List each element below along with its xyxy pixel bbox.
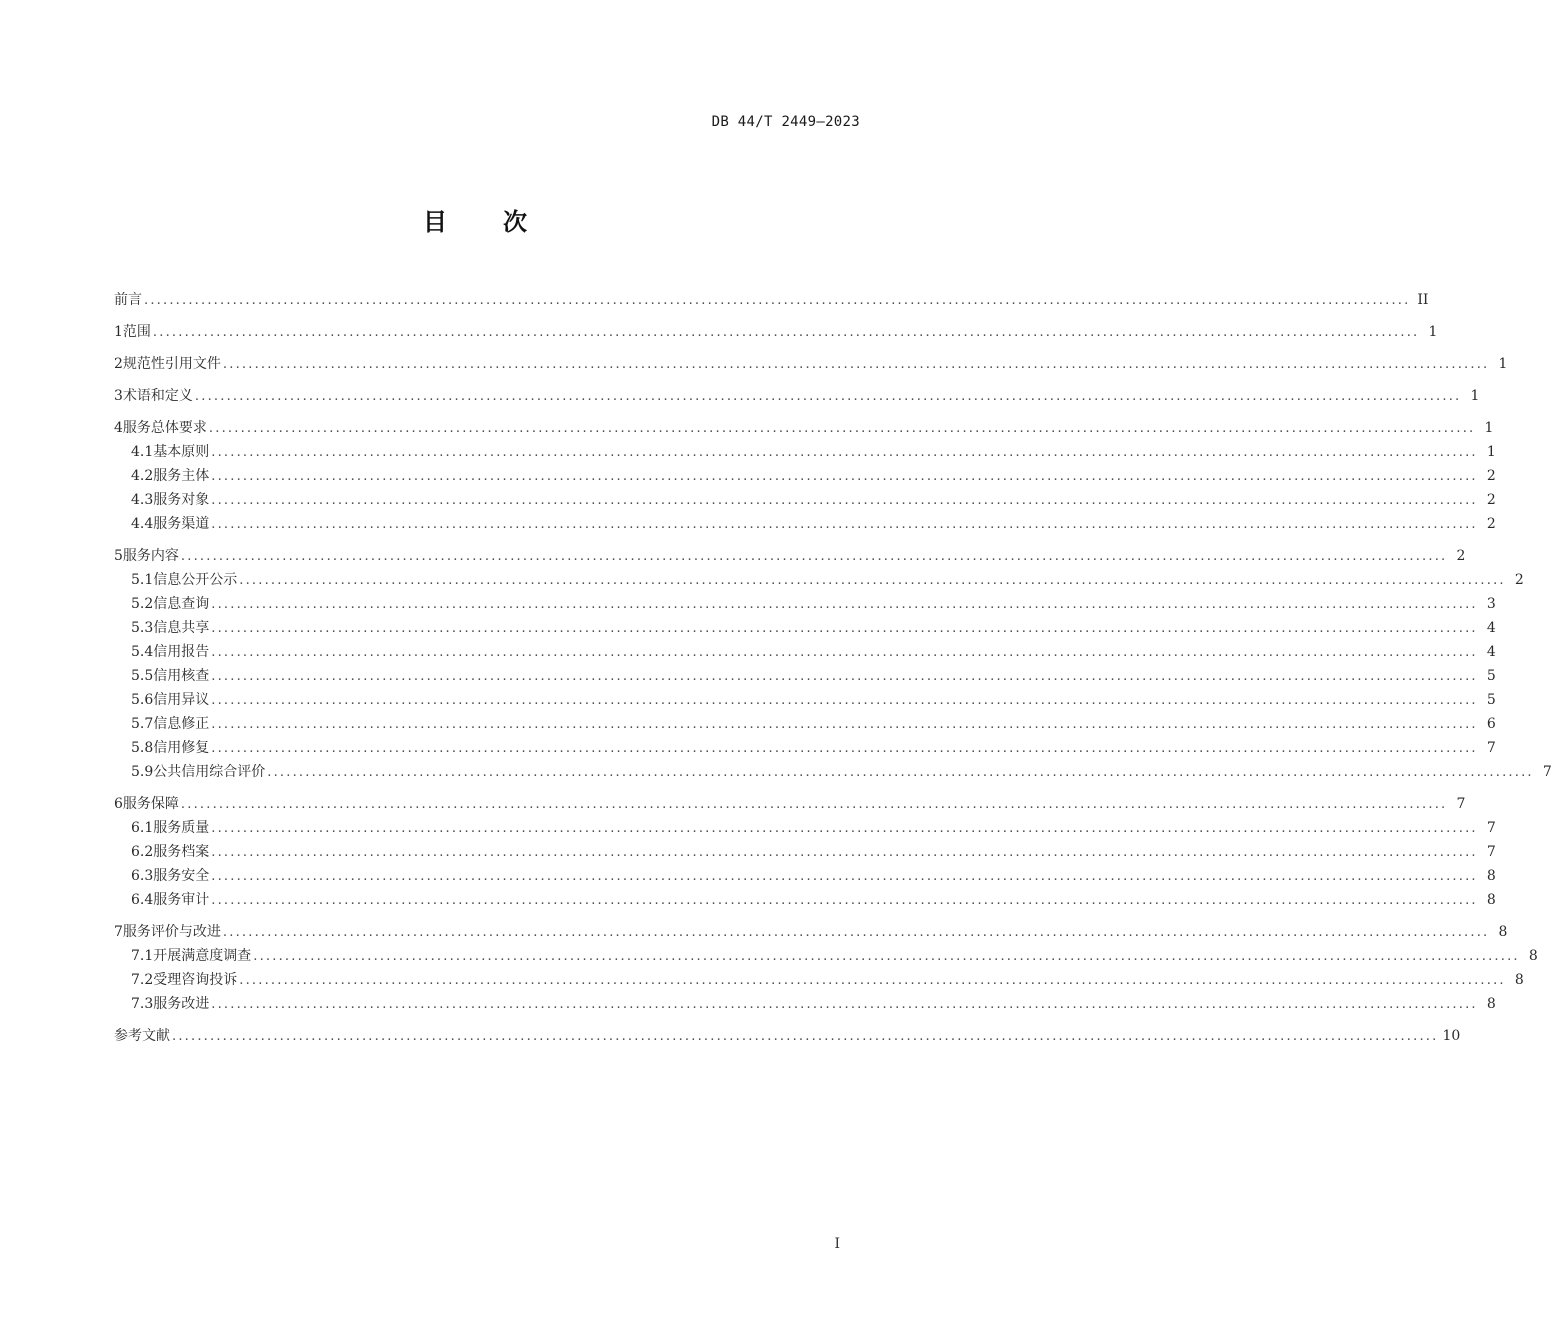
toc-leader-dots: ........................................................................................................................................................................................................ bbox=[222, 925, 1490, 940]
toc-entry-label: 基本原则 bbox=[153, 444, 210, 460]
toc-entry-label: 服务质量 bbox=[153, 820, 210, 836]
toc-leader-dots: ........................................................................................................................................................................................................ bbox=[152, 325, 1420, 340]
toc-entry[interactable] bbox=[114, 736, 1496, 760]
toc-leader-dots: ........................................................................................................................................................................................................ bbox=[211, 669, 1478, 684]
toc-leader-dots: ........................................................................................................................................................................................................ bbox=[211, 469, 1478, 484]
toc-entry-number: 5.1 bbox=[131, 572, 154, 588]
toc-entry[interactable] bbox=[114, 992, 1496, 1016]
toc-leader-dots: ........................................................................................................................................................................................................ bbox=[211, 445, 1478, 460]
toc-entry-number: 5.5 bbox=[131, 668, 154, 684]
toc-entry-number: 6.1 bbox=[131, 820, 154, 836]
toc-entry-number: 7.1 bbox=[131, 948, 154, 964]
toc-entry-number: 2 bbox=[114, 356, 123, 372]
toc-leader-dots: ........................................................................................................................................................................................................ bbox=[211, 621, 1478, 636]
toc-entry-page: 2 bbox=[1486, 468, 1496, 484]
toc-entry[interactable] bbox=[114, 320, 1438, 344]
toc-entry[interactable] bbox=[114, 712, 1496, 736]
toc-entry[interactable] bbox=[114, 384, 1480, 408]
toc-entry-label: 信息公开公示 bbox=[153, 572, 238, 588]
toc-entry-page: 2 bbox=[1486, 516, 1496, 532]
toc-leader-dots: ........................................................................................................................................................................................................ bbox=[267, 765, 1534, 780]
toc-entry-label: 参考文献 bbox=[114, 1028, 170, 1044]
toc-entry-page: 1 bbox=[1470, 388, 1480, 404]
toc-entry[interactable] bbox=[114, 864, 1496, 888]
toc-entry[interactable] bbox=[114, 664, 1496, 688]
toc-entry-label: 服务对象 bbox=[153, 492, 210, 508]
toc-entry-page: 5 bbox=[1486, 668, 1496, 684]
toc-entry-label: 服务评价与改进 bbox=[122, 924, 221, 940]
toc-entry-page: 1 bbox=[1498, 356, 1508, 372]
toc-entry-page: 1 bbox=[1486, 444, 1496, 460]
toc-entry[interactable] bbox=[114, 288, 1429, 312]
toc-entry[interactable] bbox=[114, 544, 1466, 568]
toc-leader-dots: ........................................................................................................................................................................................................ bbox=[239, 973, 1506, 988]
toc-leader-dots: ........................................................................................................................................................................................................ bbox=[194, 389, 1462, 404]
toc-entry[interactable] bbox=[114, 920, 1508, 944]
toc-entry-number: 4.3 bbox=[131, 492, 154, 508]
toc-entry-page: 7 bbox=[1456, 796, 1466, 812]
toc-entry-label: 服务改进 bbox=[153, 996, 210, 1012]
toc-entry-page: 6 bbox=[1486, 716, 1496, 732]
toc-entry-page: 5 bbox=[1486, 692, 1496, 708]
toc-leader-dots: ........................................................................................................................................................................................................ bbox=[180, 797, 1448, 812]
toc-entry-page: 4 bbox=[1486, 620, 1496, 636]
toc-entry-label: 服务主体 bbox=[153, 468, 210, 484]
toc-entry-page: 7 bbox=[1486, 844, 1496, 860]
toc-entry-number: 6.3 bbox=[131, 868, 154, 884]
toc-leader-dots: ........................................................................................................................................................................................................ bbox=[208, 421, 1476, 436]
toc-entry[interactable] bbox=[114, 592, 1496, 616]
toc-entry-label: 公共信用综合评价 bbox=[153, 764, 266, 780]
toc-leader-dots: ........................................................................................................................................................................................................ bbox=[211, 741, 1478, 756]
toc-leader-dots: ........................................................................................................................................................................................................ bbox=[222, 357, 1490, 372]
toc-entry-page: 8 bbox=[1486, 868, 1496, 884]
toc-entry-page: 7 bbox=[1542, 764, 1552, 780]
toc-leader-dots: ........................................................................................................................................................................................................ bbox=[211, 597, 1478, 612]
toc-leader-dots: ........................................................................................................................................................................................................ bbox=[180, 549, 1448, 564]
toc-leader-dots: ........................................................................................................................................................................................................ bbox=[172, 1029, 1439, 1044]
toc-entry-page: 8 bbox=[1486, 996, 1496, 1012]
toc-entry[interactable] bbox=[114, 944, 1538, 968]
toc-entry-number: 6.2 bbox=[131, 844, 154, 860]
toc-entry-number: 7.2 bbox=[131, 972, 154, 988]
toc-leader-dots: ........................................................................................................................................................................................................ bbox=[211, 869, 1478, 884]
toc-entry[interactable] bbox=[114, 1024, 1461, 1048]
toc-entry-label: 服务渠道 bbox=[153, 516, 210, 532]
toc-leader-dots: ........................................................................................................................................................................................................ bbox=[211, 693, 1478, 708]
toc-entry[interactable] bbox=[114, 840, 1496, 864]
toc-entry-label: 术语和定义 bbox=[122, 388, 193, 404]
toc-entry[interactable] bbox=[114, 616, 1496, 640]
toc-entry[interactable] bbox=[114, 968, 1524, 992]
toc-entry-number: 4.4 bbox=[131, 516, 154, 532]
toc-entry[interactable] bbox=[114, 688, 1496, 712]
toc-entry-number: 5.8 bbox=[131, 740, 154, 756]
toc-entry[interactable] bbox=[114, 568, 1524, 592]
toc-entry-number: 4.2 bbox=[131, 468, 154, 484]
toc-entry-label: 信息共享 bbox=[153, 620, 210, 636]
toc-leader-dots: ........................................................................................................................................................................................................ bbox=[144, 293, 1411, 308]
toc-entry-page: 7 bbox=[1486, 740, 1496, 756]
footer-page-number: I bbox=[834, 1236, 840, 1252]
table-of-contents bbox=[114, 288, 1552, 1048]
toc-entry-number: 5.9 bbox=[131, 764, 154, 780]
toc-entry-label: 信用异议 bbox=[153, 692, 210, 708]
toc-entry-number: 5.4 bbox=[131, 644, 154, 660]
toc-leader-dots: ........................................................................................................................................................................................................ bbox=[211, 517, 1478, 532]
toc-entry-label: 信用修复 bbox=[153, 740, 210, 756]
toc-entry-page: 2 bbox=[1514, 572, 1524, 588]
toc-entry-label: 服务安全 bbox=[153, 868, 210, 884]
toc-leader-dots: ........................................................................................................................................................................................................ bbox=[239, 573, 1506, 588]
toc-entry[interactable] bbox=[114, 488, 1496, 512]
toc-entry-label: 信用核查 bbox=[153, 668, 210, 684]
toc-entry-page: 4 bbox=[1486, 644, 1496, 660]
toc-entry-page: 1 bbox=[1484, 420, 1494, 436]
toc-entry[interactable] bbox=[114, 512, 1496, 536]
toc-entry-label: 信息查询 bbox=[153, 596, 210, 612]
toc-entry-number: 4 bbox=[114, 420, 123, 436]
toc-entry-label: 服务保障 bbox=[122, 796, 179, 812]
toc-entry-page: 1 bbox=[1428, 324, 1438, 340]
toc-entry-number: 6.4 bbox=[131, 892, 154, 908]
toc-entry-number: 1 bbox=[114, 324, 123, 340]
toc-entry-label: 范围 bbox=[122, 324, 151, 340]
toc-entry[interactable] bbox=[114, 352, 1508, 376]
toc-entry-number: 5.7 bbox=[131, 716, 154, 732]
toc-leader-dots: ........................................................................................................................................................................................................ bbox=[211, 893, 1478, 908]
toc-entry[interactable] bbox=[114, 888, 1496, 912]
toc-entry[interactable] bbox=[114, 816, 1496, 840]
toc-entry-page: 8 bbox=[1486, 892, 1496, 908]
toc-entry-number: 5.2 bbox=[131, 596, 154, 612]
toc-entry-number: 5 bbox=[114, 548, 123, 564]
toc-entry-label: 信用报告 bbox=[153, 644, 210, 660]
toc-entry-page: II bbox=[1417, 292, 1429, 308]
toc-entry-label: 服务审计 bbox=[153, 892, 210, 908]
toc-entry[interactable] bbox=[114, 760, 1552, 784]
toc-leader-dots: ........................................................................................................................................................................................................ bbox=[253, 949, 1520, 964]
toc-leader-dots: ........................................................................................................................................................................................................ bbox=[211, 997, 1478, 1012]
toc-entry[interactable] bbox=[114, 440, 1496, 464]
toc-entry-label: 前言 bbox=[114, 292, 142, 308]
toc-entry[interactable] bbox=[114, 416, 1494, 440]
toc-entry[interactable] bbox=[114, 792, 1466, 816]
toc-entry-number: 7 bbox=[114, 924, 123, 940]
toc-entry-label: 受理咨询投诉 bbox=[153, 972, 238, 988]
toc-entry-label: 开展满意度调查 bbox=[153, 948, 252, 964]
toc-entry-label: 信息修正 bbox=[153, 716, 210, 732]
toc-entry-number: 7.3 bbox=[131, 996, 154, 1012]
toc-entry-label: 规范性引用文件 bbox=[122, 356, 221, 372]
toc-leader-dots: ........................................................................................................................................................................................................ bbox=[211, 845, 1478, 860]
toc-entry-page: 8 bbox=[1514, 972, 1524, 988]
toc-leader-dots: ........................................................................................................................................................................................................ bbox=[211, 717, 1478, 732]
toc-entry-number: 4.1 bbox=[131, 444, 154, 460]
toc-entry-page: 7 bbox=[1486, 820, 1496, 836]
toc-entry-page: 3 bbox=[1486, 596, 1496, 612]
toc-entry-page: 10 bbox=[1442, 1028, 1461, 1044]
page-title: 目次 bbox=[423, 208, 583, 236]
toc-entry-label: 服务内容 bbox=[122, 548, 179, 564]
toc-entry[interactable] bbox=[114, 464, 1496, 488]
toc-entry-page: 8 bbox=[1498, 924, 1508, 940]
toc-leader-dots: ........................................................................................................................................................................................................ bbox=[211, 493, 1478, 508]
toc-leader-dots: ........................................................................................................................................................................................................ bbox=[211, 645, 1478, 660]
toc-entry-page: 2 bbox=[1456, 548, 1466, 564]
toc-entry-number: 6 bbox=[114, 796, 123, 812]
toc-leader-dots: ........................................................................................................................................................................................................ bbox=[211, 821, 1478, 836]
toc-entry[interactable] bbox=[114, 640, 1496, 664]
toc-entry-label: 服务总体要求 bbox=[122, 420, 207, 436]
toc-entry-page: 2 bbox=[1486, 492, 1496, 508]
standard-code: DB 44/T 2449—2023 bbox=[711, 114, 860, 130]
toc-entry-number: 3 bbox=[114, 388, 123, 404]
toc-entry-number: 5.3 bbox=[131, 620, 154, 636]
toc-entry-page: 8 bbox=[1528, 948, 1538, 964]
toc-entry-number: 5.6 bbox=[131, 692, 154, 708]
toc-entry-label: 服务档案 bbox=[153, 844, 210, 860]
